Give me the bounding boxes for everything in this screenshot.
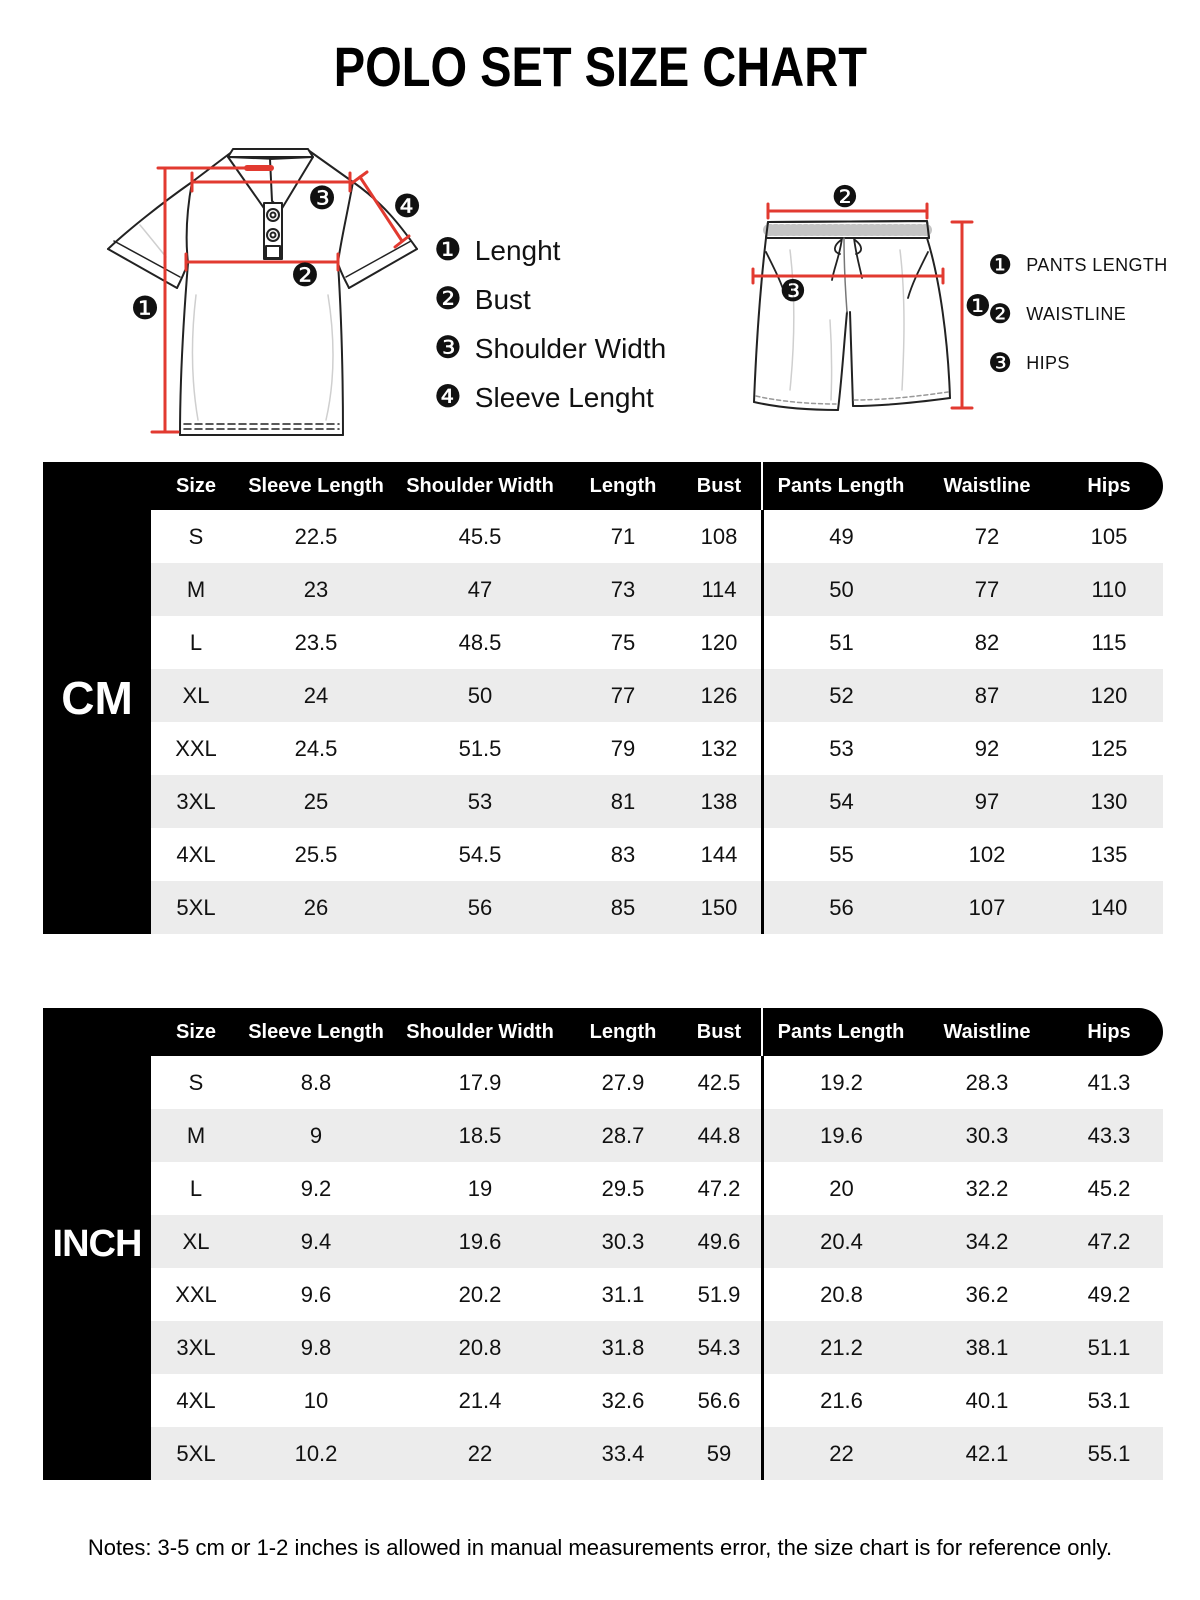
length-cell: 28.7 [601, 1122, 645, 1148]
table-body [151, 1056, 1163, 1480]
legend-label: PANTS LENGTH [1026, 255, 1168, 275]
sleeve-length-cell: 9 [309, 1122, 323, 1148]
waistline-cell: 40.1 [965, 1387, 1009, 1413]
shoulder-width-cell: 53 [467, 788, 493, 814]
shorts-marker-numbers [780, 180, 992, 324]
unit-label-inch: INCH [43, 1008, 151, 1480]
marker-4-icon: ❹ [392, 187, 422, 225]
table-row [151, 669, 1163, 722]
legend-label: HIPS [1026, 353, 1070, 373]
shoulder-width-cell: 22 [467, 1440, 493, 1466]
pants-length-cell: 49 [761, 510, 919, 563]
circled-number-icon: ❶ [434, 232, 462, 268]
table-row [151, 828, 1163, 881]
size-table-cm [43, 462, 1163, 934]
sleeve-length-cell: 10 [303, 1387, 329, 1413]
hips-cell: 55.1 [1087, 1440, 1131, 1466]
length-cell: 32.6 [601, 1387, 645, 1413]
col-header-pants-length: Pants Length [761, 1008, 919, 1056]
length-cell: 71 [610, 523, 636, 549]
length-cell: 77 [610, 682, 636, 708]
marker-1-icon: ❶ [964, 289, 992, 324]
size-cell: 4XL [176, 841, 216, 867]
table-row [151, 881, 1163, 934]
marker-1-icon: ❶ [130, 289, 160, 327]
notes-text: Notes: 3-5 cm or 1-2 inches is allowed in manual measurements error, the size chart is for reference only. [87, 1535, 1113, 1560]
length-cell: 75 [610, 629, 636, 655]
col-header-length: Length [589, 1020, 657, 1043]
table-row [151, 1056, 1163, 1109]
pants-length-cell: 19.2 [761, 1056, 919, 1109]
hips-cell: 125 [1090, 735, 1128, 761]
sleeve-length-cell: 22.5 [294, 523, 338, 549]
shoulder-width-cell: 19 [467, 1175, 493, 1201]
table-row [151, 1374, 1163, 1427]
pants-length-cell: 53 [761, 722, 919, 775]
length-cell: 31.1 [601, 1281, 645, 1307]
sleeve-length-cell: 8.8 [300, 1069, 332, 1095]
hips-cell: 115 [1091, 629, 1127, 655]
col-header-size: Size [175, 474, 217, 497]
table-header [151, 462, 1163, 510]
length-cell: 33.4 [601, 1440, 645, 1466]
circled-number-icon: ❷ [434, 281, 462, 317]
pants-length-cell: 55 [761, 828, 919, 881]
bust-cell: 108 [700, 523, 738, 549]
legend-item [434, 275, 666, 324]
hips-cell: 105 [1090, 523, 1128, 549]
waistline-cell: 82 [974, 629, 1000, 655]
length-cell: 79 [610, 735, 636, 761]
table-row [151, 510, 1163, 563]
circled-number-icon: ❸ [434, 330, 462, 366]
shoulder-width-cell: 47 [467, 576, 493, 602]
size-table-inch [43, 1008, 1163, 1480]
shorts-legend [988, 241, 1168, 388]
sleeve-length-cell: 25 [303, 788, 329, 814]
pants-length-cell: 20.8 [761, 1268, 919, 1321]
circled-number-icon: ❹ [434, 379, 462, 415]
shoulder-width-cell: 20.8 [458, 1334, 502, 1360]
bust-cell: 56.6 [697, 1387, 741, 1413]
sleeve-length-cell: 9.2 [300, 1175, 332, 1201]
pants-length-cell: 51 [761, 616, 919, 669]
table-header [151, 1008, 1163, 1056]
waistline-cell: 36.2 [965, 1281, 1009, 1307]
shoulder-width-cell: 51.5 [458, 735, 502, 761]
bust-cell: 54.3 [697, 1334, 741, 1360]
hips-cell: 47.2 [1087, 1228, 1131, 1254]
shoulder-width-cell: 19.6 [458, 1228, 502, 1254]
legend-label: Shoulder Width [474, 332, 667, 364]
hips-cell: 130 [1090, 788, 1128, 814]
shorts-diagram [720, 180, 1000, 430]
unit-label-cm: CM [43, 462, 151, 934]
col-header-shoulder-width: Shoulder Width [406, 1020, 554, 1043]
waistline-cell: 72 [974, 523, 1000, 549]
col-header-bust: Bust [696, 1020, 742, 1043]
bust-cell: 144 [700, 841, 738, 867]
table-row [151, 775, 1163, 828]
size-cell: XXL [175, 735, 217, 761]
size-cell: XL [182, 1228, 210, 1254]
hips-cell: 43.3 [1087, 1122, 1131, 1148]
size-cell: 4XL [176, 1387, 216, 1413]
col-header-hips: Hips [1087, 474, 1131, 497]
col-header-pants-length: Pants Length [761, 462, 919, 510]
legend-item [988, 339, 1168, 388]
waistline-cell: 38.1 [965, 1334, 1009, 1360]
bust-cell: 126 [700, 682, 738, 708]
waistline-cell: 97 [974, 788, 1000, 814]
pants-length-cell: 54 [761, 775, 919, 828]
page-title [0, 34, 1200, 99]
table-row [151, 1109, 1163, 1162]
table-row [151, 563, 1163, 616]
hips-cell: 135 [1090, 841, 1128, 867]
col-header-waistline: Waistline [943, 1020, 1031, 1043]
polo-shirt-diagram [100, 125, 425, 450]
bust-cell: 47.2 [697, 1175, 741, 1201]
size-cell: M [186, 1122, 206, 1148]
marker-3-icon: ❸ [779, 274, 807, 309]
pants-length-cell: 22 [761, 1427, 919, 1480]
pants-length-cell: 19.6 [761, 1109, 919, 1162]
marker-3-icon: ❸ [307, 179, 337, 217]
bust-cell: 42.5 [697, 1069, 741, 1095]
legend-label: Sleeve Lenght [474, 381, 654, 413]
bust-cell: 59 [706, 1440, 732, 1466]
sleeve-length-cell: 9.6 [300, 1281, 332, 1307]
table-row [151, 616, 1163, 669]
table-row [151, 1162, 1163, 1215]
hips-cell: 120 [1090, 682, 1128, 708]
legend-item [434, 324, 666, 373]
hips-cell: 49.2 [1087, 1281, 1131, 1307]
shoulder-width-cell: 56 [467, 894, 493, 920]
length-cell: 31.8 [601, 1334, 645, 1360]
col-header-length: Length [589, 474, 657, 497]
shorts-outline [754, 221, 950, 410]
pants-length-cell: 21.6 [761, 1374, 919, 1427]
marker-2-icon: ❷ [831, 180, 859, 215]
marker-2-icon: ❷ [290, 256, 320, 294]
pants-length-cell: 56 [761, 881, 919, 934]
sleeve-length-cell: 24.5 [294, 735, 338, 761]
length-cell: 73 [610, 576, 636, 602]
table-row [151, 1321, 1163, 1374]
pants-length-cell: 20 [761, 1162, 919, 1215]
waistline-cell: 30.3 [965, 1122, 1009, 1148]
shoulder-width-cell: 18.5 [458, 1122, 502, 1148]
shoulder-width-cell: 48.5 [458, 629, 502, 655]
hips-cell: 110 [1091, 576, 1127, 602]
size-cell: 3XL [176, 788, 216, 814]
table-row [151, 722, 1163, 775]
sleeve-length-cell: 9.8 [300, 1334, 332, 1360]
shoulder-width-cell: 45.5 [458, 523, 502, 549]
bust-cell: 44.8 [697, 1122, 741, 1148]
length-cell: 29.5 [601, 1175, 645, 1201]
shoulder-width-cell: 50 [467, 682, 493, 708]
col-header-size: Size [175, 1020, 217, 1043]
size-cell: 5XL [176, 894, 216, 920]
col-header-waistline: Waistline [943, 474, 1031, 497]
length-cell: 83 [610, 841, 636, 867]
waistline-cell: 42.1 [965, 1440, 1009, 1466]
col-header-hips: Hips [1087, 1020, 1131, 1043]
col-header-sleeve-length: Sleeve Length [248, 474, 384, 497]
pants-length-cell: 20.4 [761, 1215, 919, 1268]
legend-label: Lenght [474, 234, 561, 266]
shoulder-width-cell: 20.2 [458, 1281, 502, 1307]
table-row [151, 1215, 1163, 1268]
waistline-cell: 28.3 [965, 1069, 1009, 1095]
length-cell: 85 [610, 894, 636, 920]
circled-number-icon: ❷ [988, 299, 1013, 330]
legend-item [434, 226, 666, 275]
size-cell: 5XL [176, 1440, 216, 1466]
bust-cell: 132 [700, 735, 738, 761]
bust-cell: 114 [701, 576, 737, 602]
col-header-shoulder-width: Shoulder Width [406, 474, 554, 497]
legend-label: Bust [474, 283, 531, 315]
bust-cell: 51.9 [697, 1281, 741, 1307]
waistline-cell: 32.2 [965, 1175, 1009, 1201]
table-row [151, 1268, 1163, 1321]
size-cell: S [188, 1069, 204, 1095]
size-cell: S [188, 523, 204, 549]
col-header-sleeve-length: Sleeve Length [248, 1020, 384, 1043]
circled-number-icon: ❸ [988, 348, 1013, 379]
hips-cell: 45.2 [1087, 1175, 1131, 1201]
waistline-cell: 77 [974, 576, 1000, 602]
sleeve-length-cell: 24 [303, 682, 329, 708]
table-row [151, 1427, 1163, 1480]
pants-length-cell: 21.2 [761, 1321, 919, 1374]
legend-item [434, 373, 666, 422]
size-cell: 3XL [176, 1334, 216, 1360]
sleeve-length-cell: 26 [303, 894, 329, 920]
size-cell: M [186, 576, 206, 602]
bust-cell: 49.6 [697, 1228, 741, 1254]
sleeve-length-cell: 23 [303, 576, 329, 602]
length-cell: 27.9 [601, 1069, 645, 1095]
waistline-cell: 92 [974, 735, 1000, 761]
circled-number-icon: ❶ [988, 250, 1013, 281]
size-cell: XXL [175, 1281, 217, 1307]
hips-cell: 41.3 [1087, 1069, 1131, 1095]
sleeve-length-cell: 25.5 [294, 841, 338, 867]
page-title-text: POLO SET SIZE CHART [333, 35, 867, 98]
legend-item [988, 290, 1168, 339]
pants-length-cell: 52 [761, 669, 919, 722]
length-cell: 81 [610, 788, 636, 814]
waistline-cell: 34.2 [965, 1228, 1009, 1254]
sleeve-length-cell: 23.5 [294, 629, 338, 655]
size-cell: L [189, 1175, 203, 1201]
table-body [151, 510, 1163, 934]
legend-label: WAISTLINE [1026, 304, 1127, 324]
bust-cell: 150 [700, 894, 738, 920]
size-cell: XL [182, 682, 210, 708]
shoulder-width-cell: 21.4 [458, 1387, 502, 1413]
pants-length-cell: 50 [761, 563, 919, 616]
bust-cell: 120 [700, 629, 738, 655]
waistline-cell: 107 [968, 894, 1006, 920]
legend-item [988, 241, 1168, 290]
bust-cell: 138 [700, 788, 738, 814]
sleeve-length-cell: 9.4 [300, 1228, 332, 1254]
length-cell: 30.3 [601, 1228, 645, 1254]
shirt-legend [434, 226, 666, 422]
sleeve-length-cell: 10.2 [294, 1440, 338, 1466]
shoulder-width-cell: 17.9 [458, 1069, 502, 1095]
hips-cell: 51.1 [1087, 1334, 1131, 1360]
hips-cell: 140 [1090, 894, 1128, 920]
col-header-bust: Bust [696, 474, 742, 497]
waistline-cell: 102 [968, 841, 1006, 867]
shoulder-width-cell: 54.5 [458, 841, 502, 867]
size-cell: L [189, 629, 203, 655]
waistline-cell: 87 [974, 682, 1000, 708]
hips-cell: 53.1 [1087, 1387, 1131, 1413]
